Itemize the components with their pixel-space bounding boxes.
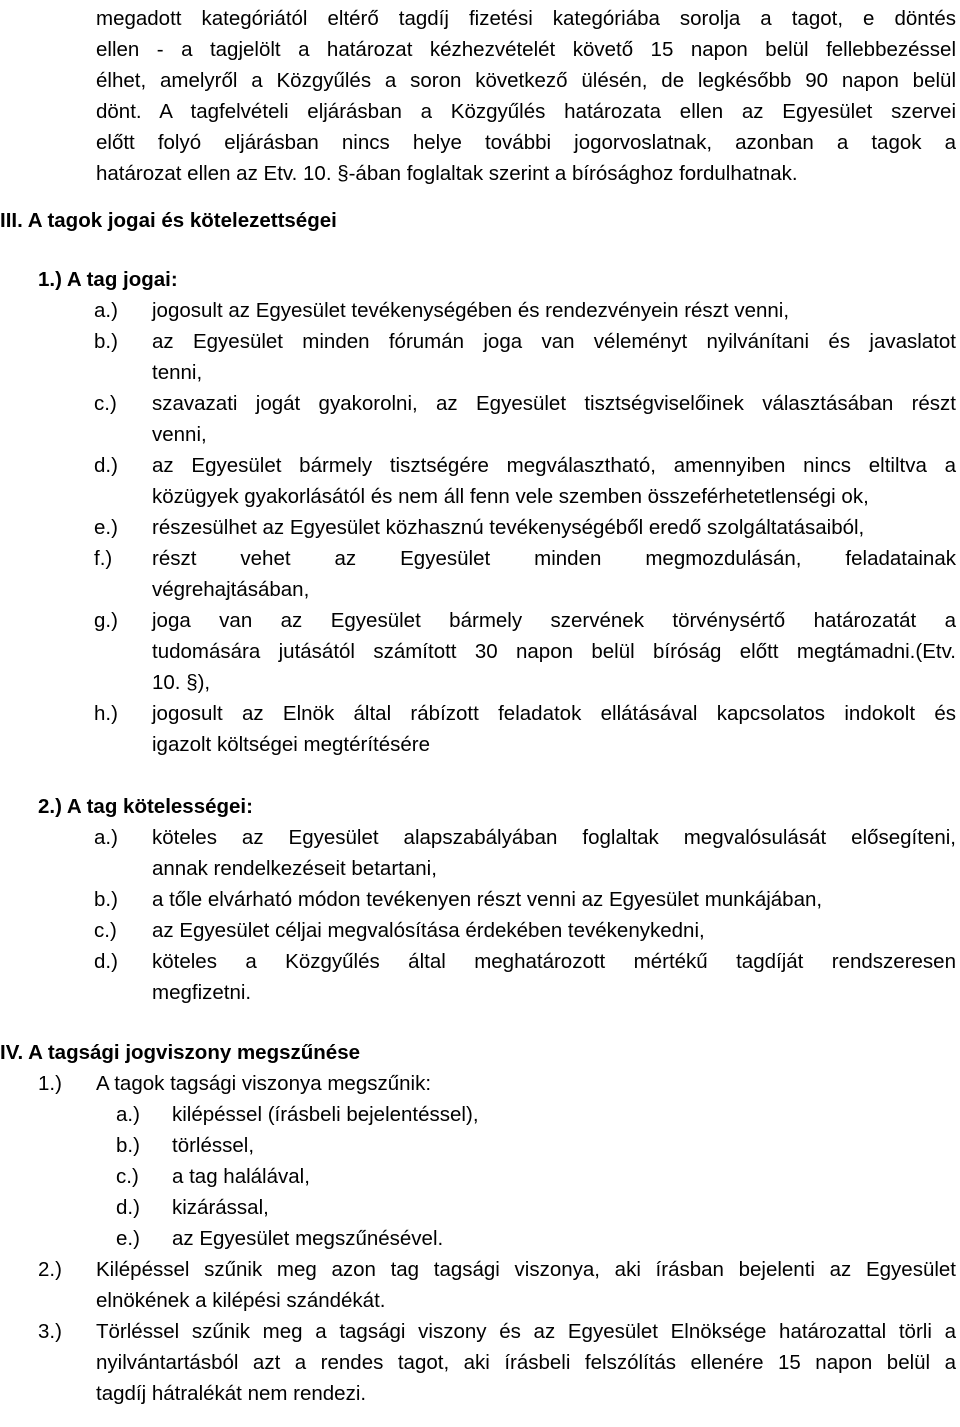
list-item-text — [152, 822, 956, 884]
text-row: közügyek gyakorlásától és nem áll fenn vele szemben összeférhetetlenségi ok, — [152, 485, 869, 508]
list-item-label: e.) — [94, 516, 118, 539]
text-row: köteles az Egyesület alapszabályában foglaltak megvalósulását elősegíteni, — [152, 826, 956, 849]
text-row: Törléssel szűnik meg a tagsági viszony és az Egyesület Elnöksége határozattal törli a — [96, 1320, 956, 1343]
list-item — [94, 450, 956, 512]
list-item — [38, 1068, 956, 1099]
list-item-text — [96, 1254, 956, 1316]
text-row: szavazati jogát gyakorolni, az Egyesület tisztségviselőinek választásában részt — [152, 392, 956, 415]
list-item-text — [152, 915, 956, 946]
intro-line: előtt folyó eljárásban nincs helye további jogorvoslatnak, azonban a tagok a — [96, 131, 956, 154]
text-row: igazolt költségei megtérítésére — [152, 733, 431, 756]
sub-list-item-text: törléssel, — [172, 1134, 255, 1157]
text-row: az Egyesület céljai megvalósítása érdekében tevékenykedni, — [152, 919, 705, 942]
list-item — [94, 388, 956, 450]
list-item-text — [96, 1068, 956, 1099]
termination-list — [0, 1068, 956, 1409]
document-page — [0, 3, 960, 1409]
list-item-label: d.) — [94, 950, 118, 973]
section-4-title: IV. A tagsági jogviszony megszűnése — [0, 1041, 361, 1064]
list-item-text — [152, 388, 956, 450]
sub-list-item — [116, 1192, 956, 1223]
text-row: venni, — [152, 423, 207, 446]
list-item — [38, 1316, 956, 1409]
rights-title: 1.) A tag jogai: — [38, 268, 178, 291]
section-3-title: III. A tagok jogai és kötelezettségei — [0, 209, 337, 232]
list-item — [94, 946, 956, 1008]
text-row: részesülhet az Egyesület közhasznú tevékenységéből eredő szolgáltatásaiból, — [152, 516, 865, 539]
text-row: joga van az Egyesület bármely szervének törvénysértő határozatát a — [152, 609, 956, 632]
list-item-text — [152, 543, 956, 605]
list-item — [94, 915, 956, 946]
list-item-label: 1.) — [38, 1072, 62, 1095]
list-item-label: f.) — [94, 547, 113, 570]
list-item — [94, 605, 956, 698]
text-row: a tőle elvárható módon tevékenyen részt venni az Egyesület munkájában, — [152, 888, 823, 911]
list-item-label: 2.) — [38, 1258, 62, 1281]
list-item — [38, 1254, 956, 1316]
duties-title: 2.) A tag kötelességei: — [38, 795, 253, 818]
list-item-text — [152, 698, 956, 760]
sub-list-item — [116, 1223, 956, 1254]
sub-list-item-label: a.) — [116, 1103, 140, 1126]
list-item-label: g.) — [94, 609, 118, 632]
list-item-label: a.) — [94, 299, 118, 322]
list-item-label: a.) — [94, 826, 118, 849]
sub-list-item-text: kizárással, — [172, 1196, 269, 1219]
list-item — [94, 512, 956, 543]
list-item-label: h.) — [94, 702, 118, 725]
text-row: elnökének a kilépési szándékát. — [96, 1289, 386, 1312]
sub-list-item-text: kilépéssel (írásbeli bejelentéssel), — [172, 1103, 479, 1126]
sub-list-item-label: b.) — [116, 1134, 140, 1157]
text-row: A tagok tagsági viszonya megszűnik: — [96, 1072, 432, 1095]
text-row: 10. §), — [152, 671, 211, 694]
intro-paragraph — [96, 3, 956, 189]
text-row: jogosult az Egyesület tevékenységében és rendezvényein részt venni, — [152, 299, 790, 322]
list-item — [94, 884, 956, 915]
text-row: jogosult az Elnök által rábízott feladatok ellátásával kapcsolatos indokolt és — [152, 702, 956, 725]
list-item — [94, 295, 956, 326]
intro-line: élhet, amelyről a Közgyűlés a soron következő ülésén, de legkésőbb 90 napon belül — [96, 69, 956, 92]
rights-list — [0, 295, 956, 760]
list-item-label: c.) — [94, 919, 117, 942]
list-item-text — [152, 295, 956, 326]
list-item-text — [152, 884, 956, 915]
sub-list-item — [116, 1130, 956, 1161]
list-item-label: d.) — [94, 454, 118, 477]
text-row: nyilvántartásból azt a rendes tagot, aki írásbeli felszólítás ellenére 15 napon belül a — [96, 1351, 956, 1374]
list-item-text — [152, 946, 956, 1008]
sub-list-item-label: e.) — [116, 1227, 140, 1250]
list-item-text — [152, 326, 956, 388]
list-item-text — [152, 605, 956, 698]
sub-list-item-label: c.) — [116, 1165, 139, 1188]
list-item — [94, 822, 956, 884]
text-row: tudomására jutásától számított 30 napon belül bíróság előtt megtámadni.(Etv. — [152, 640, 956, 663]
sub-list-item — [116, 1161, 956, 1192]
sub-list-item-text: az Egyesület megszűnésével. — [172, 1227, 444, 1250]
intro-line: ellen - a tagjelölt a határozat kézhezvételét követő 15 napon belül fellebbezéssel — [96, 38, 956, 61]
text-row: Kilépéssel szűnik meg azon tag tagsági viszonya, aki írásban bejelenti az Egyesület — [96, 1258, 956, 1281]
text-row: részt vehet az Egyesület minden megmozdulásán, feladatainak — [152, 547, 956, 570]
text-row: az Egyesület minden fórumán joga van véleményt nyilvánítani és javaslatot — [152, 330, 956, 353]
list-item-label: 3.) — [38, 1320, 62, 1343]
sub-list-item-label: d.) — [116, 1196, 140, 1219]
list-item — [94, 326, 956, 388]
text-row: tenni, — [152, 361, 203, 384]
intro-line: határozat ellen az Etv. 10. §-ában foglaltak szerint a bírósághoz fordulhatnak. — [96, 162, 798, 185]
list-item-text — [152, 450, 956, 512]
text-row: végrehajtásában, — [152, 578, 310, 601]
text-row: köteles a Közgyűlés által meghatározott mértékű tagdíját rendszeresen — [152, 950, 956, 973]
sub-list-item — [116, 1099, 956, 1130]
intro-line: megadott kategóriától eltérő tagdíj fizetési kategóriába sorolja a tagot, e döntés — [96, 7, 956, 30]
list-item-text — [96, 1316, 956, 1409]
list-item-label: b.) — [94, 888, 118, 911]
list-item-label: c.) — [94, 392, 117, 415]
text-row: annak rendelkezéseit betartani, — [152, 857, 437, 880]
list-item-text — [152, 512, 956, 543]
text-row: az Egyesület bármely tisztségére megválasztható, amennyiben nincs eltiltva a — [152, 454, 956, 477]
duties-list — [0, 822, 956, 1008]
list-item — [94, 698, 956, 760]
sub-list-item-text: a tag halálával, — [172, 1165, 310, 1188]
text-row: tagdíj hátralékát nem rendezi. — [96, 1382, 367, 1405]
text-row: megfizetni. — [152, 981, 252, 1004]
list-item-label: b.) — [94, 330, 118, 353]
intro-line: dönt. A tagfelvételi eljárásban a Közgyűlés határozata ellen az Egyesület szervei — [96, 100, 956, 123]
list-item — [94, 543, 956, 605]
